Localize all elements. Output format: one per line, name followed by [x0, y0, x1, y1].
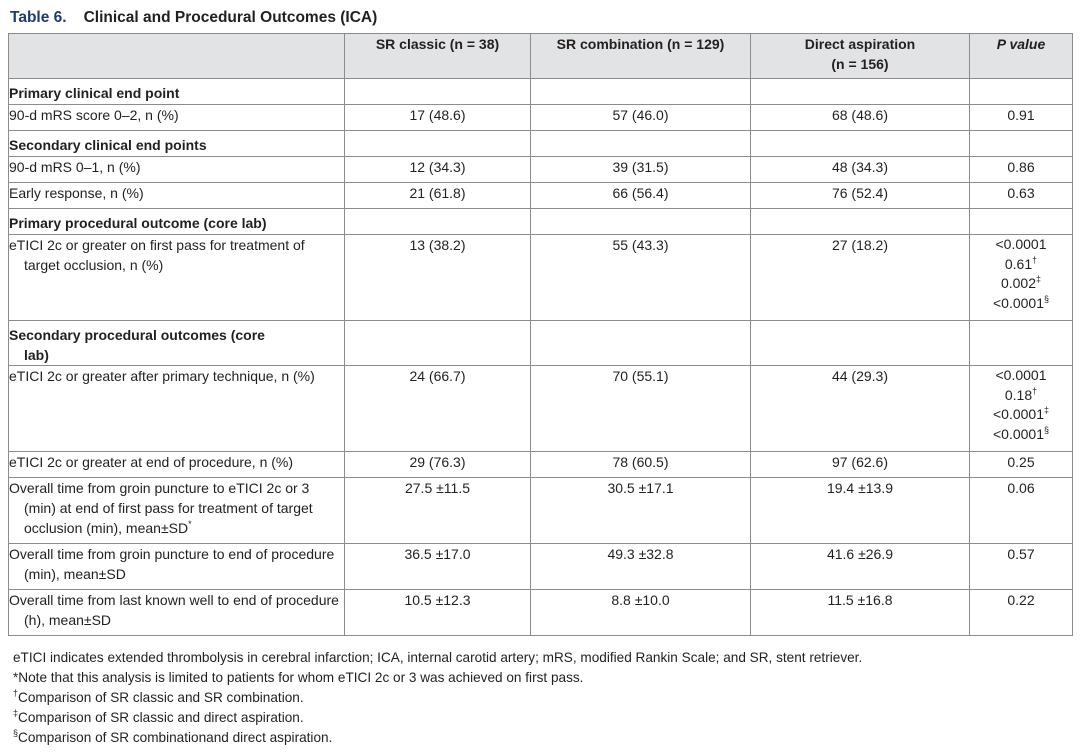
- header-p-value: [970, 34, 1073, 79]
- p-value-classic-vs-combination: 0.18: [1004, 386, 1033, 403]
- row-label: [9, 478, 345, 544]
- header-outcome: [9, 34, 345, 79]
- table-title-text: Clinical and Procedural Outcomes (ICA): [83, 9, 378, 26]
- dagger-mark: †: [1032, 385, 1038, 396]
- row-label: eTICI 2c or greater at end of procedure, n (%): [9, 452, 345, 478]
- footnote-dagger: †Comparison of SR classic and SR combination.: [13, 688, 304, 705]
- table-row: [9, 366, 1073, 452]
- table-row: [9, 235, 1073, 321]
- header-sr-classic: SR classic (n = 38): [345, 34, 531, 79]
- cell-sr-combination: 30.5 ±17.1: [531, 478, 751, 544]
- section-mark: §: [1043, 424, 1049, 435]
- table-row: [9, 590, 1073, 636]
- row-label-text: Overall time from groin puncture to end of procedure (min), mean±SD: [9, 546, 335, 582]
- table-title: [10, 9, 377, 27]
- cell-p-value: 0.86: [970, 157, 1073, 183]
- section-row: [9, 131, 1073, 157]
- cell-direct-aspiration: 44 (29.3): [751, 366, 970, 452]
- cell-p-value: 0.06: [970, 478, 1073, 544]
- p-value-combination-vs-aspiration: <0.0001: [992, 425, 1044, 442]
- cell-sr-classic: 29 (76.3): [345, 452, 531, 478]
- p-value-combination-vs-aspiration: <0.0001: [992, 294, 1044, 311]
- row-label: [9, 235, 345, 321]
- section-secondary-procedural: Secondary procedural outcomes (core lab): [9, 321, 345, 366]
- cell-sr-combination: 70 (55.1): [531, 366, 751, 452]
- footnote-note: *Note that this analysis is limited to patients for whom eTICI 2c or 3 was achieved on first pass.: [13, 670, 584, 685]
- section-secondary-clinical: Secondary clinical end points: [9, 131, 345, 157]
- cell-p-value: [970, 235, 1073, 321]
- cell-p-value: 0.57: [970, 544, 1073, 590]
- cell-sr-combination: 78 (60.5): [531, 452, 751, 478]
- cell-direct-aspiration: 48 (34.3): [751, 157, 970, 183]
- cell-direct-aspiration: 97 (62.6): [751, 452, 970, 478]
- p-value-classic-vs-aspiration: <0.0001: [992, 406, 1044, 422]
- cell-sr-classic: 21 (61.8): [345, 183, 531, 209]
- table-row: [9, 183, 1073, 209]
- p-value-classic-vs-aspiration: 0.002: [1000, 275, 1037, 291]
- cell-sr-classic: 36.5 ±17.0: [345, 544, 531, 590]
- section-mark: §: [1043, 293, 1049, 304]
- table-row: [9, 157, 1073, 183]
- double-dagger-mark: ‡: [1043, 405, 1049, 415]
- double-dagger-mark: ‡: [1036, 274, 1042, 284]
- row-label: [9, 544, 345, 590]
- section-primary-clinical: Primary clinical end point: [9, 79, 345, 105]
- p-value-classic-vs-combination: 0.61: [1004, 255, 1033, 272]
- footnote-section: §Comparison of SR combinationand direct aspiration.: [13, 728, 333, 745]
- header-direct-aspiration-line2: (n = 156): [831, 56, 889, 72]
- section-row: [9, 209, 1073, 235]
- cell-sr-classic: 13 (38.2): [345, 235, 531, 321]
- footnote-abbreviations: eTICI indicates extended thrombolysis in cerebral infarction; ICA, internal carotid artery; mRS, modified Rankin Scale; and SR, stent retriever.: [13, 650, 863, 665]
- table-footnotes: [13, 648, 1063, 748]
- cell-direct-aspiration: 76 (52.4): [751, 183, 970, 209]
- section-primary-procedural: Primary procedural outcome (core lab): [9, 209, 345, 235]
- table-row: [9, 452, 1073, 478]
- section-row: [9, 321, 1073, 366]
- table-row: [9, 478, 1073, 544]
- cell-p-value: 0.22: [970, 590, 1073, 636]
- row-label: [9, 590, 345, 636]
- row-label-text: eTICI 2c or greater after primary technique, n (%): [9, 368, 315, 384]
- row-label-text: Overall time from groin puncture to eTICI 2c or 3 (min) at end of first pass for treatment of target occlusion (min), mean±SD*: [9, 480, 313, 536]
- footnote-double-dagger: ‡Comparison of SR classic and direct aspiration.: [13, 708, 304, 725]
- cell-sr-combination: 39 (31.5): [531, 157, 751, 183]
- cell-sr-combination: 57 (46.0): [531, 105, 751, 131]
- cell-p-value: [970, 366, 1073, 452]
- cell-sr-classic: 27.5 ±11.5: [345, 478, 531, 544]
- cell-sr-classic: 12 (34.3): [345, 157, 531, 183]
- cell-sr-classic: 24 (66.7): [345, 366, 531, 452]
- asterisk-mark: *: [188, 519, 192, 529]
- row-label: [9, 366, 345, 452]
- row-label: Early response, n (%): [9, 183, 345, 209]
- cell-direct-aspiration: 68 (48.6): [751, 105, 970, 131]
- outcomes-table: [8, 33, 1073, 636]
- table-row: [9, 105, 1073, 131]
- cell-direct-aspiration: 19.4 ±13.9: [751, 478, 970, 544]
- cell-sr-classic: 17 (48.6): [345, 105, 531, 131]
- cell-direct-aspiration: 11.5 ±16.8: [751, 590, 970, 636]
- cell-direct-aspiration: 41.6 ±26.9: [751, 544, 970, 590]
- row-label-text: eTICI 2c or greater on first pass for treatment of target occlusion, n (%): [9, 237, 305, 273]
- row-label: 90-d mRS 0–1, n (%): [9, 157, 345, 183]
- dagger-mark: †: [1032, 254, 1038, 265]
- table-number: Table 6.: [10, 9, 67, 26]
- cell-sr-combination: 49.3 ±32.8: [531, 544, 751, 590]
- cell-p-value: 0.25: [970, 452, 1073, 478]
- cell-sr-classic: 10.5 ±12.3: [345, 590, 531, 636]
- header-p-value-text: P value: [996, 36, 1046, 52]
- table-row: [9, 544, 1073, 590]
- row-label-text: Overall time from last known well to end of procedure (h), mean±SD: [9, 592, 339, 628]
- cell-sr-combination: 66 (56.4): [531, 183, 751, 209]
- cell-p-value: 0.91: [970, 105, 1073, 131]
- table-header-row: [9, 34, 1073, 79]
- section-row: [9, 79, 1073, 105]
- header-direct-aspiration: [751, 34, 970, 79]
- cell-sr-combination: 55 (43.3): [531, 235, 751, 321]
- cell-sr-combination: 8.8 ±10.0: [531, 590, 751, 636]
- p-value-overall: <0.0001: [995, 236, 1047, 252]
- cell-p-value: 0.63: [970, 183, 1073, 209]
- p-value-overall: <0.0001: [995, 367, 1047, 383]
- cell-direct-aspiration: 27 (18.2): [751, 235, 970, 321]
- header-sr-combination: SR combination (n = 129): [531, 34, 751, 79]
- header-direct-aspiration-line1: Direct aspiration: [804, 36, 916, 52]
- row-label: 90-d mRS score 0–2, n (%): [9, 105, 345, 131]
